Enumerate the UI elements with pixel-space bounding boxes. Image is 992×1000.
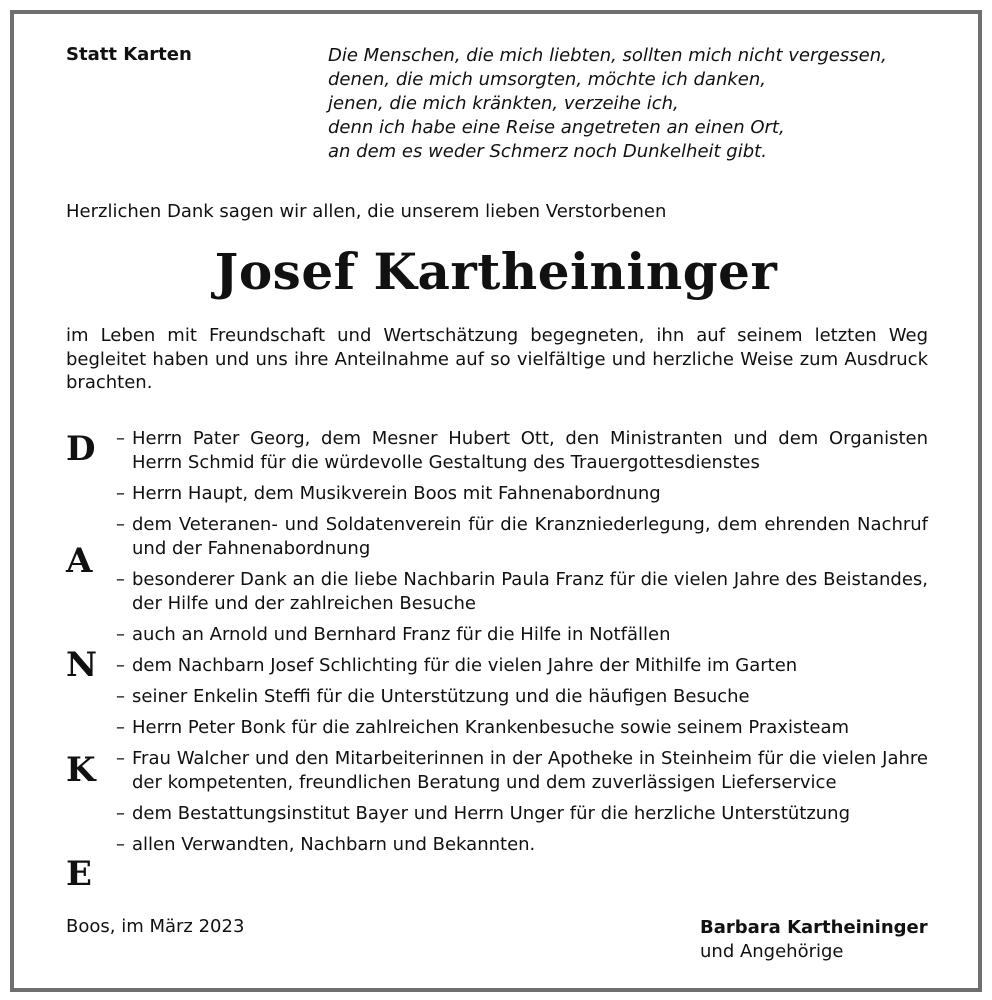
danke-letter-d: D [66, 429, 96, 469]
list-item [116, 747, 928, 795]
list-item-text: seiner Enkelin Steffi für die Unterstützung und die häufigen Besuche [132, 686, 750, 707]
danke-letter-e: E [66, 854, 92, 894]
list-dash: – [116, 834, 125, 855]
list-dash: – [116, 748, 125, 769]
list-item-text: Herrn Pater Georg, dem Mesner Hubert Ott, den Ministranten und dem Organisten Herrn Schmid für die würdevolle Gestaltung des Trauergottesdienstes [132, 428, 928, 473]
list-dash: – [116, 655, 125, 676]
list-item-text: besonderer Dank an die liebe Nachbarin Paula Franz für die vielen Jahre des Beistandes, der Hilfe und der zahlreichen Besuche [132, 569, 928, 614]
poem-line: denen, die mich umsorgten, möchte ich danken, [328, 69, 766, 90]
poem-line: an dem es weder Schmerz noch Dunkelheit gibt. [328, 141, 767, 162]
list-item [116, 833, 928, 857]
list-item-text: Herrn Peter Bonk für die zahlreichen Krankenbesuche sowie seinem Praxisteam [132, 717, 850, 738]
signature-name: Barbara Kartheininger [700, 917, 928, 938]
list-item-text: dem Nachbarn Josef Schlichting für die vielen Jahre der Mithilfe im Garten [132, 655, 798, 676]
list-item-text: Frau Walcher und den Mitarbeiterinnen in der Apotheke in Steinheim für die vielen Jahre der kompetenten, freundlichen Beratung und dem zuverlässigen Lieferservice [132, 748, 928, 793]
list-item [116, 716, 928, 740]
notice-frame [10, 10, 982, 992]
list-item-text: dem Veteranen- und Soldatenverein für die Kranzniederlegung, dem ehrenden Nachruf und der Fahnenabordnung [132, 514, 928, 559]
list-item [116, 685, 928, 709]
danke-letter-a: A [66, 541, 93, 581]
list-item [116, 654, 928, 678]
list-dash: – [116, 803, 125, 824]
thanks-paragraph: im Leben mit Freundschaft und Wertschätzung begegneten, ihn auf seinem letzten Weg begleitet haben und uns ihre Anteilnahme auf so vielfältige und herzliche Weise zum Ausdruck brachten. [66, 325, 928, 393]
signature-subline: und Angehörige [700, 941, 844, 962]
list-dash: – [116, 514, 125, 535]
list-item [116, 623, 928, 647]
list-dash: – [116, 624, 125, 645]
statt-karten-label: Statt Karten [66, 44, 192, 65]
poem-line: denn ich habe eine Reise angetreten an einen Ort, [328, 117, 785, 138]
intro-text: Herzlichen Dank sagen wir allen, die unserem lieben Verstorbenen [66, 201, 667, 222]
poem [328, 44, 887, 164]
poem-line: jenen, die mich kränkten, verzeihe ich, [328, 93, 679, 114]
list-dash: – [116, 717, 125, 738]
poem-line: Die Menschen, die mich liebten, sollten mich nicht vergessen, [328, 45, 887, 66]
place-date: Boos, im März 2023 [66, 916, 245, 937]
list-dash: – [116, 686, 125, 707]
list-item [116, 802, 928, 826]
list-item [116, 568, 928, 616]
danke-letter-k: K [66, 750, 96, 790]
danke-letter-n: N [66, 645, 98, 685]
thanks-list [116, 427, 928, 864]
list-dash: – [116, 483, 125, 504]
list-dash: – [116, 428, 125, 449]
list-item-text: allen Verwandten, Nachbarn und Bekannten. [132, 834, 536, 855]
list-item-text: auch an Arnold und Bernhard Franz für die Hilfe in Notfällen [132, 624, 671, 645]
deceased-name: Josef Kartheininger [214, 242, 778, 301]
list-item-text: Herrn Haupt, dem Musikverein Boos mit Fahnenabordnung [132, 483, 661, 504]
signature [700, 916, 928, 964]
list-item [116, 427, 928, 475]
list-item [116, 482, 928, 506]
list-item [116, 513, 928, 561]
list-item-text: dem Bestattungsinstitut Bayer und Herrn Unger für die herzliche Unterstützung [132, 803, 851, 824]
list-dash: – [116, 569, 125, 590]
